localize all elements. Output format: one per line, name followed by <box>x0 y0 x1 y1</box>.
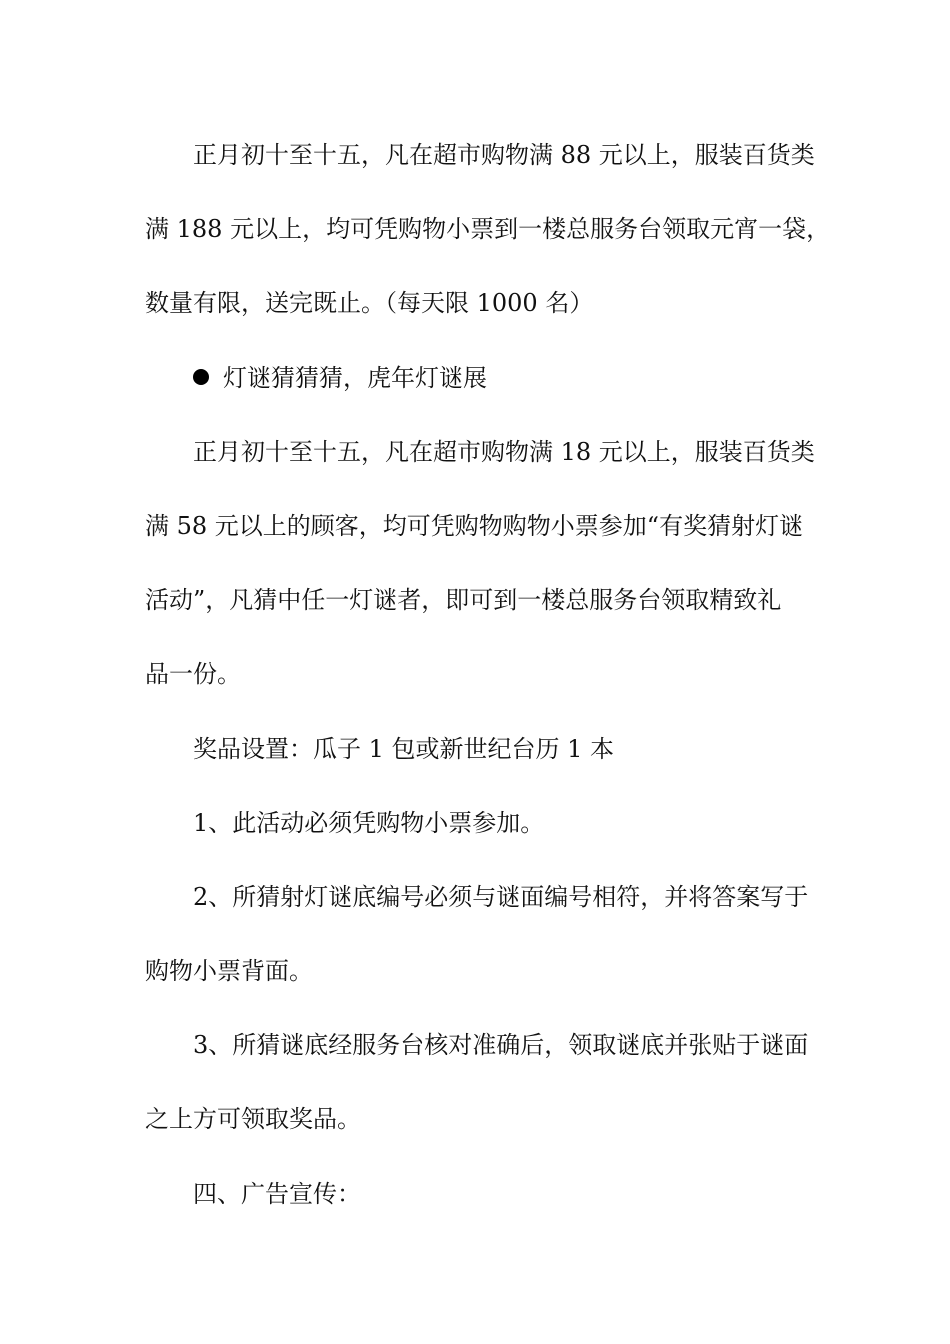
paragraph-line: 之上方可领取奖品。 <box>145 1105 361 1134</box>
bullet-heading-text: 灯谜猜猜猜，虎年灯谜展 <box>223 363 487 392</box>
paragraph-line: 1、此活动必须凭购物小票参加。 <box>193 808 545 837</box>
bullet-icon <box>193 369 209 385</box>
paragraph-line: 满 188 元以上，均可凭购物小票到一楼总服务台领取元宵一袋， <box>145 215 831 244</box>
paragraph-line: 活动”，凡猜中任一灯谜者，即可到一楼总服务台领取精致礼 <box>145 586 782 615</box>
paragraph-line: 购物小票背面。 <box>145 957 313 986</box>
bullet-heading <box>145 352 825 426</box>
paragraph-line: 满 58 元以上的顾客，均可凭购物购物小票参加“有奖猜射灯谜 <box>145 511 804 540</box>
paragraph-line: 奖品设置：瓜子 1 包或新世纪台历 1 本 <box>193 734 615 763</box>
section-heading: 四、广告宣传： <box>193 1179 361 1208</box>
paragraph-line: 正月初十至十五，凡在超市购物满 18 元以上，服装百货类 <box>193 437 815 466</box>
paragraph-line: 数量有限，送完既止。（每天限 1000 名） <box>145 289 594 318</box>
paragraph-line: 品一份。 <box>145 660 241 689</box>
document-body <box>145 129 831 1242</box>
paragraph-line: 正月初十至十五，凡在超市购物满 88 元以上，服装百货类 <box>193 141 815 169</box>
paragraph-line: 3、所猜谜底经服务台核对准确后，领取谜底并张贴于谜面 <box>193 1031 809 1060</box>
paragraph-line: 2、所猜射灯谜底编号必须与谜面编号相符，并将答案写于 <box>193 882 809 911</box>
